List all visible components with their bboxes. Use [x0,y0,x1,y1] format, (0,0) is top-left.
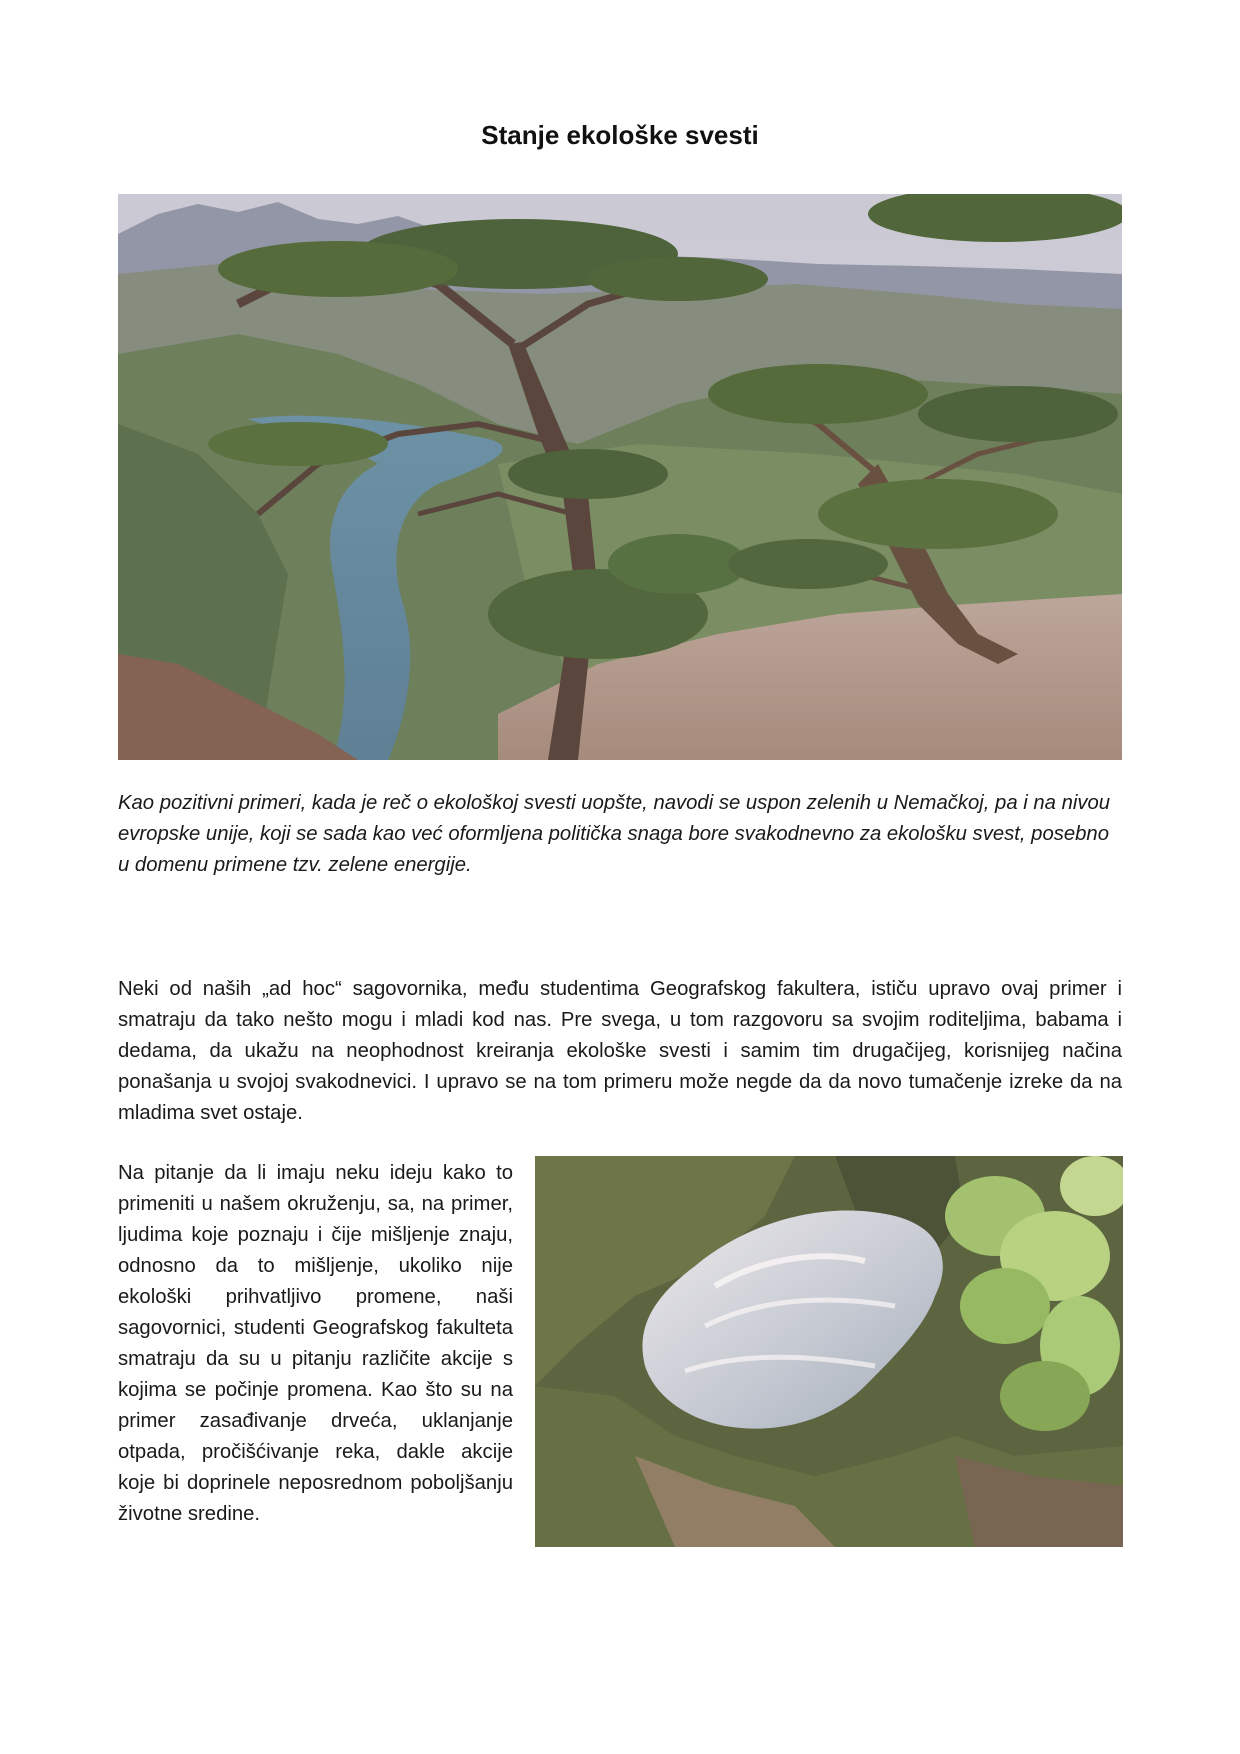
intro-italic-paragraph: Kao pozitivni primeri, kada je reč o ekološkoj svesti uopšte, navodi se uspon zelenih u Nemačkoj, pa i na nivou evropske unije, koji se sada kao već oformljena politička snaga bore svakodnevno za ekološku svest, posebno u domenu primene tzv. zelene energije. [118,792,1111,876]
body-paragraph-3: Na pitanje da li imaju neku ideju kako to primeniti u našem okruženju, sa, na primer, ljudima koje poznaju i čije mišljenje znaju, odnosno da to mišljenje, ukoliko nije ekološki prihvatljivo promene, naši sagovornici, studenti Geografskog fakulteta smatraju da su u pitanju različite akcije s kojima se počinje promena. Kao što su na primer zasađivanje drveća, uklanjanje otpada, pročišćivanje reka, dakle akcije koje bi doprinele neposrednom poboljšanju životne sredine. [118,1162,513,1525]
pine-trees-canyon-photo [118,194,1122,760]
waterfall-photo [535,1156,1123,1547]
body-paragraph-2: Neki od naših „ad hoc“ sagovornika, među studentima Geografskog fakultera, ističu upravo ovaj primer i smatraju da tako nešto mogu i mladi kod nas. Pre svega, u tom razgovoru sa svojim roditeljima, babama i dedama, da ukažu na neophodnost kreiranja ekološke svesti i samim tim drugačijeg, korisnijeg načina ponašanja u svojoj svakodnevici. I upravo se na tom primeru može negde da da novo tumačenje izreke da na mladima svet ostaje. [118,978,1122,1124]
page-title: Stanje ekološke svesti [481,120,759,150]
